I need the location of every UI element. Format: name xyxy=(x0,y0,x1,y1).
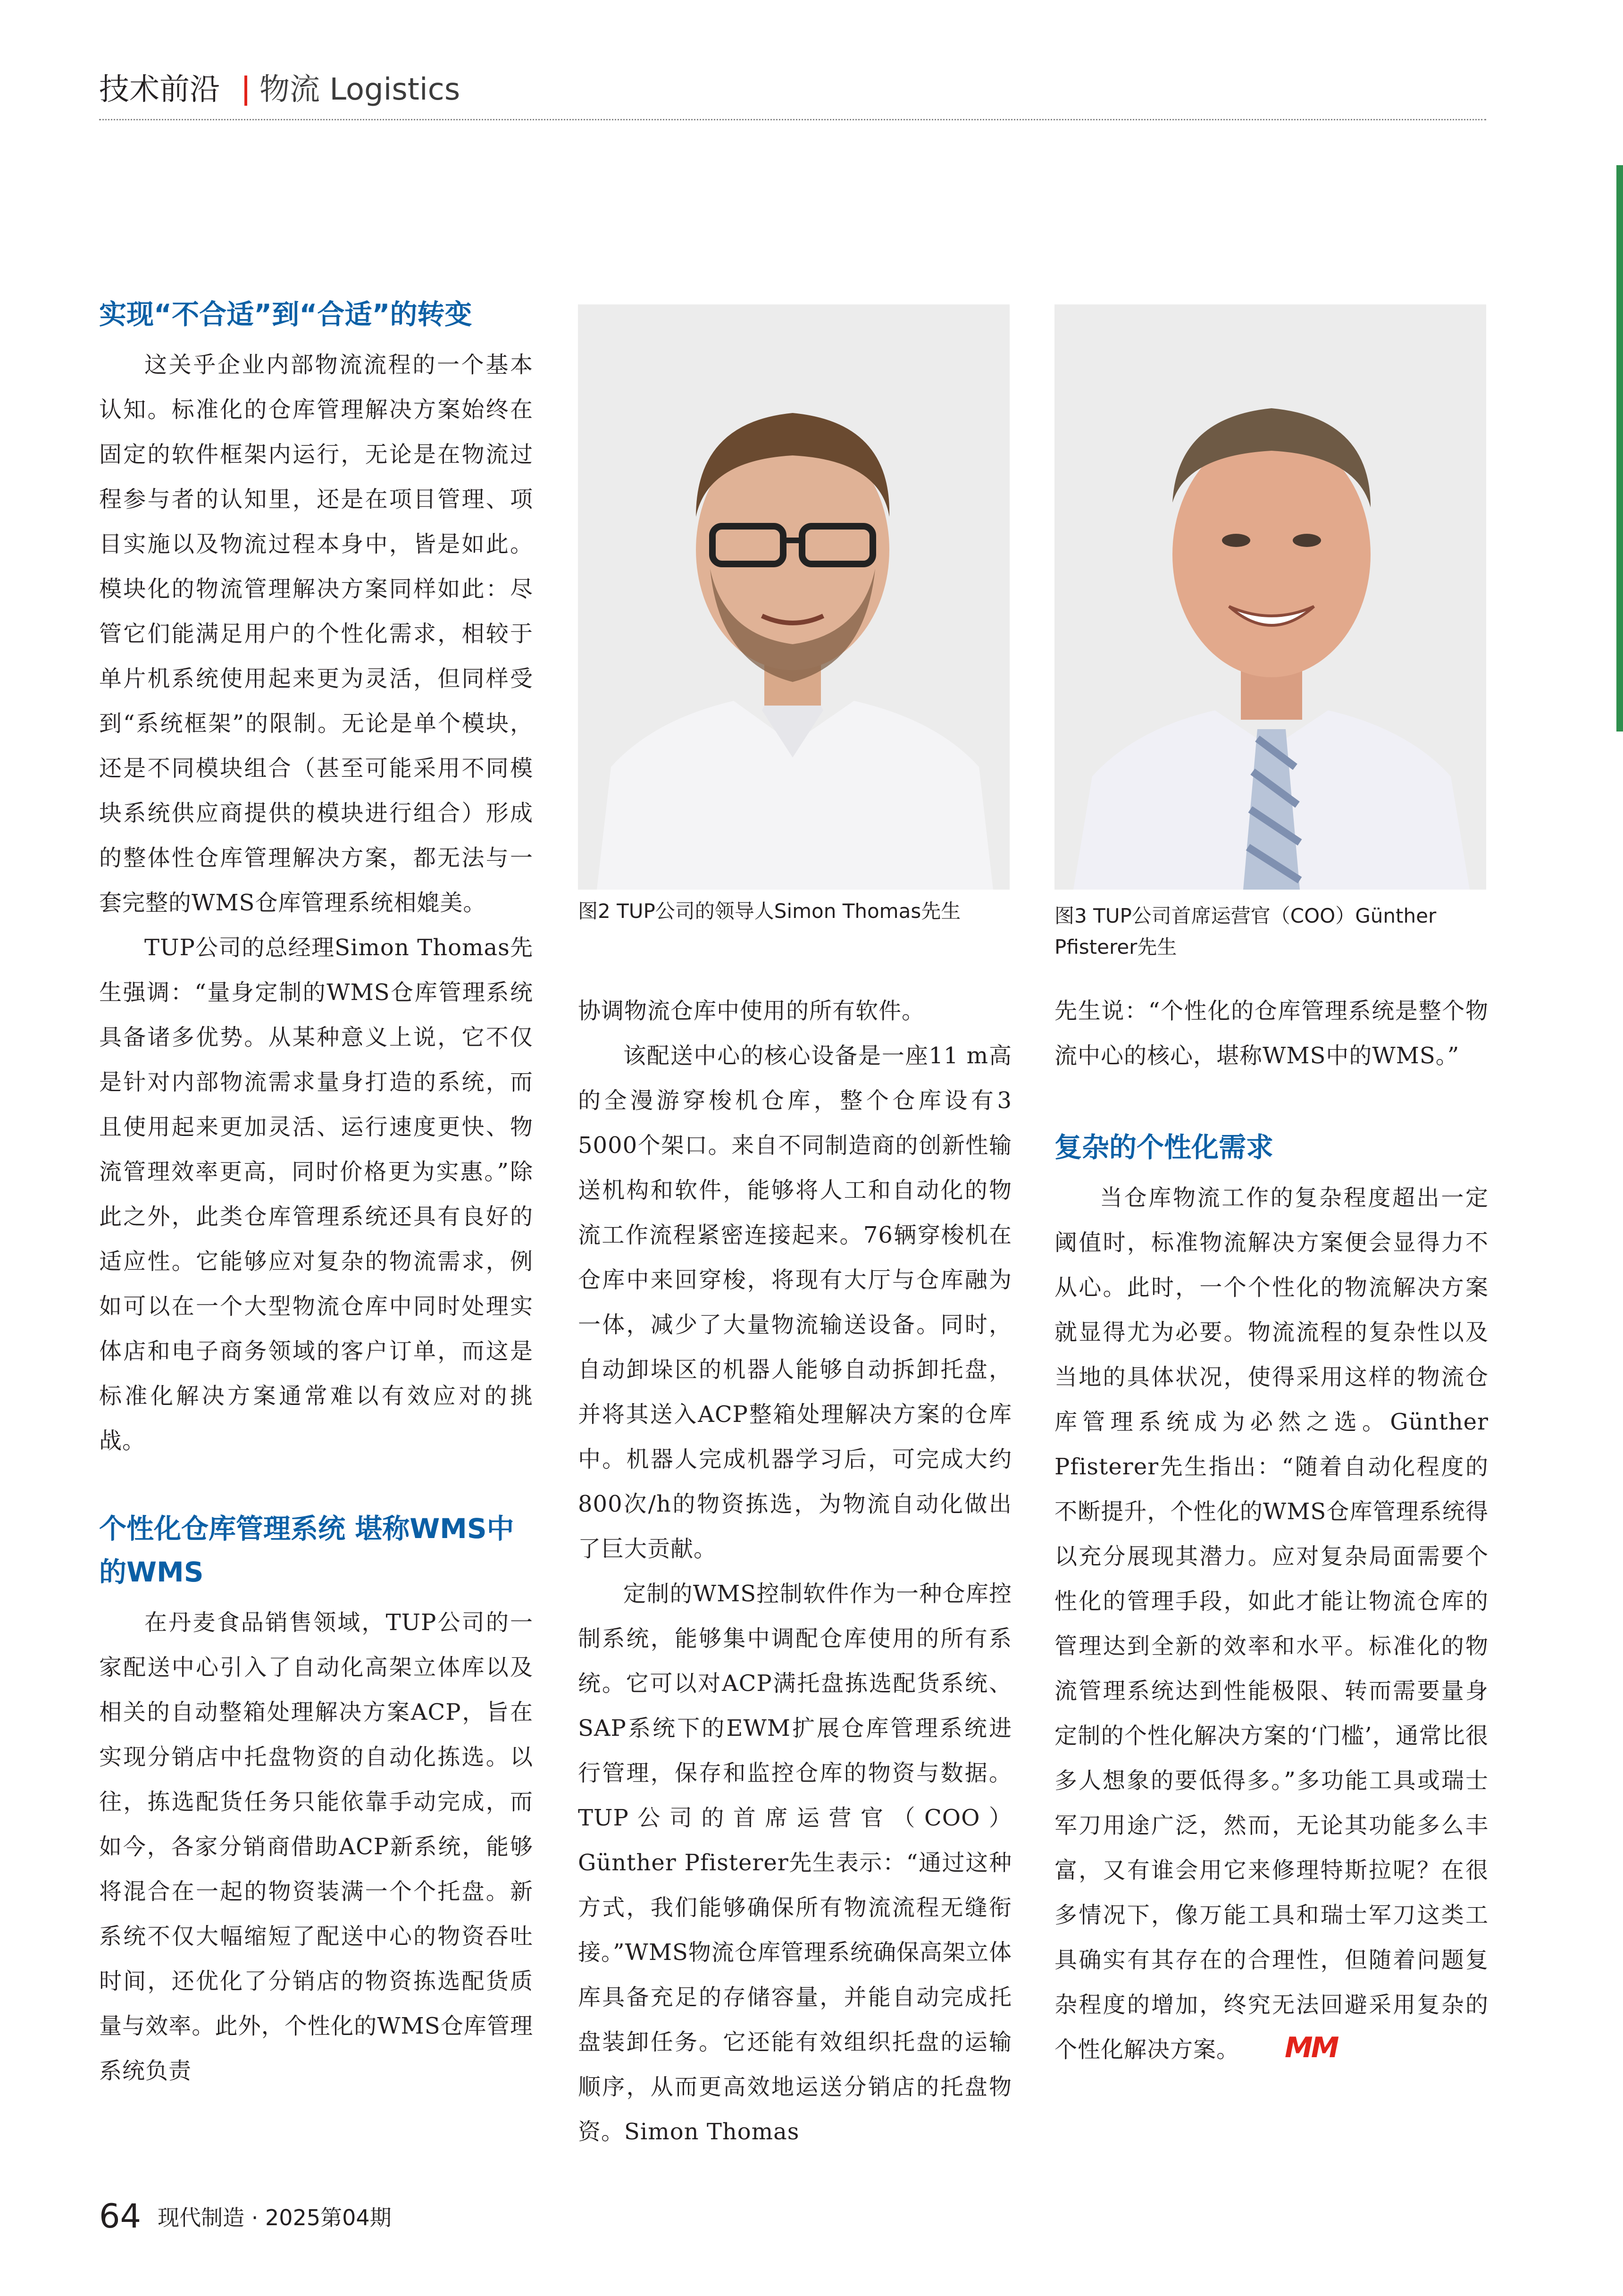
portrait-1-illustration xyxy=(578,304,1010,890)
heading-transformation: 实现“不合适”到“合适”的转变 xyxy=(99,298,472,330)
column-3 xyxy=(1054,989,1489,2072)
column-2 xyxy=(578,989,1012,2154)
mm-logo: MM xyxy=(1285,2031,1338,2064)
paragraph-text: 当仓库物流工作的复杂程度超出一定阈值时，标准物流解决方案便会显得力不从心。此时，一个个性化的物流解决方案就显得尤为必要。物流流程的复杂性以及当地的具体状况，使得采用这样的物流仓库管理系统成为必然之选。Günther Pfisterer先生指出：“随着自动化程度的不断提升，个性化的WMS仓库管理系统得以充分展现其潜力。应对复杂局面需要个性化的管理手段，如此才能让物流仓库的管理达到全新的效率和水平。标准化的物流管理系统达到性能极限、转而需要量身定制的个性化解决方案的‘门槛’，通常比很多人想象的要低得多。”多功能工具或瑞士军刀用途广泛，然而，无论其功能多么丰富，又有谁会用它来修理特斯拉呢？在很多情况下，像万能工具和瑞士军刀这类工具确实有其存在的合理性，但随着问题复杂程度的增加，终究无法回避采用复杂的个性化解决方案。 xyxy=(1054,1185,1489,2063)
paragraph: 定制的WMS控制软件作为一种仓库控制系统，能够集中调配仓库使用的所有系统。它可以对ACP满托盘拣选配货系统、SAP系统下的EWM扩展仓库管理系统进行管理，保存和监控仓库的物资与数据。TUP公司的首席运营官（COO）Günther Pfisterer先生表示：“通过这种方式，我们能够确保所有物流流程无缝衔接。”WMS物流仓库管理系统确保高架立体库具备充足的存储容量，并能自动完成托盘装卸任务。它还能有效组织托盘的运输顺序，从而更高效地运送分销店的托盘物资。Simon Thomas xyxy=(578,1581,1012,2145)
category-title: 物流 Logistics xyxy=(259,72,460,107)
column-1 xyxy=(99,293,533,2094)
heading-complex-needs: 复杂的个性化需求 xyxy=(1054,1131,1274,1163)
paragraph: 协调物流仓库中使用的所有软件。 xyxy=(578,998,925,1024)
page-header xyxy=(99,66,1486,120)
portrait-2-illustration xyxy=(1054,304,1486,890)
header-divider xyxy=(244,76,247,106)
page-footer xyxy=(99,2197,392,2236)
page-number: 64 xyxy=(99,2197,142,2236)
paragraph xyxy=(1054,1176,1489,2072)
photo-simon-thomas xyxy=(578,304,1010,890)
figure-3-caption: 图3 TUP公司首席运营官（COO）Günther Pfisterer先生 xyxy=(1054,904,1437,959)
heading-wms: 个性化仓库管理系统 堪称WMS中的WMS xyxy=(99,1513,514,1588)
paragraph: 这关乎企业内部物流流程的一个基本认知。标准化的仓库管理解决方案始终在固定的软件框架内运行，无论是在物流过程参与者的认知里，还是在项目管理、项目实施以及物流过程本身中，皆是如此。模块化的物流管理解决方案同样如此：尽管它们能满足用户的个性化需求，相较于单片机系统使用起来更为灵活，但同样受到“系统框架”的限制。无论是单个模块，还是不同模块组合（甚至可能采用不同模块系统供应商提供的模块进行组合）形成的整体性仓库管理解决方案，都无法与一套完整的WMS仓库管理系统相媲美。 xyxy=(99,352,533,916)
photo-gunther-pfisterer xyxy=(1054,304,1486,890)
magazine-issue: 现代制造 · 2025第04期 xyxy=(158,2205,392,2230)
figure-2-caption: 图2 TUP公司的领导人Simon Thomas先生 xyxy=(578,900,961,923)
paragraph: 该配送中心的核心设备是一座11 m高的全漫游穿梭机仓库，整个仓库设有3 5000个架口。来自不同制造商的创新性输送机构和软件，能够将人工和自动化的物流工作流程紧密连接起来。76辆穿梭机在仓库中来回穿梭，将现有大厅与仓库融为一体，减少了大量物流输送设备。同时，自动卸垛区的机器人能够自动拆卸托盘，并将其送入ACP整箱处理解决方案的仓库中。机器人完成机器学习后，可完成大约800次/h的物资拣选，为物流自动化做出了巨大贡献。 xyxy=(578,1043,1012,1562)
paragraph: TUP公司的总经理Simon Thomas先生强调：“量身定制的WMS仓库管理系统具备诸多优势。从某种意义上说，它不仅是针对内部物流需求量身打造的系统，而且使用起来更加灵活、运行速度更快、物流管理效率更高，同时价格更为实惠。”除此之外，此类仓库管理系统还具有良好的适应性。它能够应对复杂的物流需求，例如可以在一个大型物流仓库中同时处理实体店和电子商务领域的客户订单，而这是标准化解决方案通常难以有效应对的挑战。 xyxy=(99,934,533,1454)
paragraph: 在丹麦食品销售领域，TUP公司的一家配送中心引入了自动化高架立体库以及相关的自动整箱处理解决方案ACP，旨在实现分销店中托盘物资的自动化拣选。以往，拣选配货任务只能依靠手动完成，而如今，各家分销商借助ACP新系统，能够将混合在一起的物资装满一个个托盘。新系统不仅大幅缩短了配送中心的物资吞吐时间，还优化了分销店的物资拣选配货质量与效率。此外，个性化的WMS仓库管理系统负责 xyxy=(99,1609,533,2084)
paragraph: 先生说：“个性化的仓库管理系统是整个物流中心的核心，堪称WMS中的WMS。” xyxy=(1054,998,1489,1069)
page-edge-strip xyxy=(1616,165,1623,732)
section-title: 技术前沿 xyxy=(99,72,220,107)
